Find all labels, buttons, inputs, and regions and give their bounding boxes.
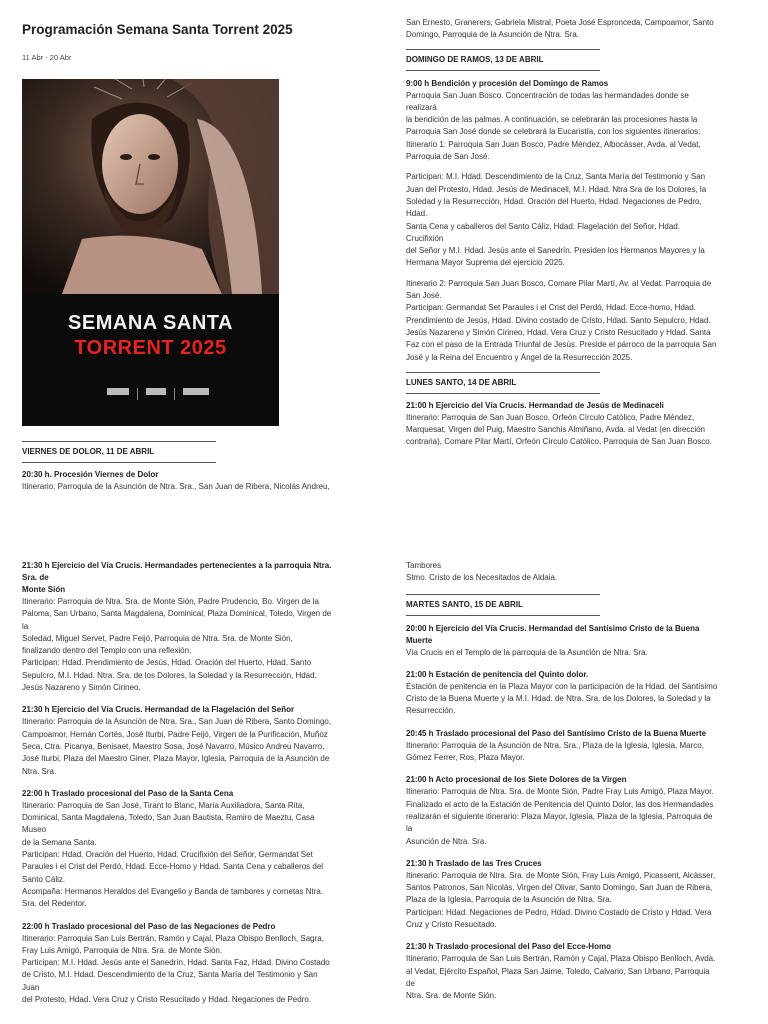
event-text: Soledad, Miguel Servet, Padre Feijó, Parroquia de Ntra. Sra. de Monte Sión, [22, 633, 293, 643]
event-text: Itinerario: Parroquia de la Asunción de Ntra. Sra., Plaza de la Iglesia, Iglesia, Marco, [406, 740, 704, 750]
event-text: Stmo. Cristo de los Necesitados de Aldaia. [406, 573, 558, 583]
event-text: Juan del Protesto, Hdad. Jesús de Medinaceli, M.I. Hdad. Ntra Sra de los Dolores, la [406, 184, 707, 194]
event-text: Sepulcro, M.I. Hdad. Ntra. Sra. de los Dolores, la Soledad y la Resurrección, Hdad. [22, 670, 317, 680]
event-text: Vía Crucis en el Templo de la parroquia de la Asunción de Ntra. Sra. [406, 647, 648, 657]
event-text: Parroquia San Juan Bosco. Concentración de todas las hermandades donde se [406, 90, 689, 100]
event-text: Domingo, Parroquia de la Asunción de Ntra. Sra. [406, 30, 579, 40]
section-divider [406, 49, 600, 50]
event-text: de la Semana Santa. [22, 837, 97, 847]
event-title: 20:45 h Traslado procesional del Paso del Santísimo Cristo de la Buena Muerte [406, 728, 707, 738]
event-text: Cruz y Cristo Resucitado. [406, 920, 497, 930]
poster-title-line-2: TORRENT 2025 [74, 337, 227, 359]
section-heading: VIERNES DE DOLOR, 11 DE ABRIL [22, 447, 155, 456]
section-divider [406, 70, 600, 71]
event-text: Finalizado el acto de la Estación de Penitencia del Quinto Dolor, las dos Hermandades [406, 799, 714, 809]
page-1-right-column [406, 0, 746, 449]
event-text: Crucifixión [406, 233, 444, 243]
event-text: Hermana Mayor Suprema del ejercicio 2025. [406, 258, 565, 268]
event-text: Santo Cáliz. [22, 874, 66, 884]
event-text: Itinerario: Parroquia de San José, Tirant lo Blanc, María Auxiliadora, Santa Rita, [22, 800, 305, 810]
event-text: Participan: M.I. Hdad. Descendimiento de la Cruz, Santa María del Testimonio y San [406, 172, 706, 182]
event-text: Dominical, Santa Magdalena, Toledo, San Juan Bautista, Ramiro de Maeztu, Casa [22, 813, 315, 823]
event-text: Prendimiento de Jesús, Hdad. Divino costado de Cristo, Hdad. Santo Sepulcro, Hdad. [406, 315, 711, 325]
sponsor-logo [146, 388, 166, 395]
section-heading: DOMINGO DE RAMOS, 13 DE ABRIL [406, 54, 544, 64]
event-text: Participan: M.I. Hdad. Jesús ante el Sanedrín, Hdad. Santa Faz, Hdad. Divino Costado [22, 958, 330, 968]
event-text: al Vedat, Ejército Español, Plaza San Jaime, Toledo, Calvario, San Urbano, Parroquia [406, 966, 710, 976]
event-text: Jesús Nazareno y Simón Cirineo. [22, 683, 141, 693]
event-text: Participan: Hdad. Prendimiento de Jesús, Hdad. Oración del Huerto, Hdad. Santo [22, 658, 312, 668]
event-text: Faz con el paso de la Entrada Triunfal de Jesús. Preside el párroco de la parroquia San [406, 340, 717, 350]
event-text: del Señor y M.I. Hdad. Jesús ante el Sanedrín. Presiden los Hermanos Mayores y la [406, 246, 705, 256]
event-text: Participan: Germandat Set Paraules i el Crist del Perdó, Hdad. Ecce-homo, Hdad. [406, 303, 696, 313]
event-text: del Protesto, Hdad. Vera Cruz y Cristo Resucitado y Hdad. Negaciones de Pedro. [22, 995, 312, 1005]
event-title: 21:30 h Traslado procesional del Paso del Ecce-Homo [406, 942, 611, 952]
event-title: 21:00 h Estación de penitencia del Quinto dolor. [406, 669, 589, 679]
event-text: Paloma, San Urbano, Santa Magdalena, Dominical, Plaza Dominical, Toledo, Virgen de [22, 609, 332, 619]
event-text: Gómez Ferrer, Ros, Plaza Mayor. [406, 753, 525, 763]
event-text: Itinerario: Parroquia de Ntra. Sra. de Monte Sión, Fray Luis Amigó, Picassent, Alcàsser, [406, 870, 716, 880]
divider [137, 388, 138, 400]
section-divider [406, 372, 600, 373]
sponsor-logo [183, 388, 209, 395]
event-title: 22:00 h Traslado procesional del Paso de las Negaciones de Pedro [22, 921, 276, 931]
event-text: Marquesat, Virgen del Puig, Maestro Sanchis Almiñano, Avda. al Vedat (en dirección [406, 425, 705, 435]
divider [174, 388, 175, 400]
page-2 [0, 552, 768, 1024]
event-text: José y la Reina del Encuentro y Ángel de la Resurrección 2025. [406, 352, 633, 362]
event-title: Muerte [406, 635, 433, 645]
event-text: Itinerario: Parroquia de Ntra. Sra. de Monte Sión, Padre Prudencio, Bo. Virgen de la [22, 597, 319, 606]
event-text: Santos Patronos, San Nicolás, Virgen del Olivar, Santo Domingo, San Juan de Ribera, [406, 883, 713, 893]
date-range: 11 Abr - 20 Abr [22, 53, 72, 62]
event-title: 21:30 h Ejercicio del Vía Crucis. Hermandades pertenecientes a la parroquia Ntra. [22, 561, 332, 570]
event-text: Museo [22, 825, 47, 835]
event-text: Seca, Ctra. Picanya, Benisaet, Maestro Sosa, José Navarro, Músico Andreu Navarro, [22, 741, 325, 751]
event-text: José Iturbi, Plaza del Maestro Giner, Plaza Mayor, Iglesia, Parroquia de la Asunción de [22, 754, 330, 764]
page-2-left-column [22, 552, 367, 1006]
section-divider [22, 462, 216, 463]
event-text: Itinerario: Parroquia de la Asunción de Ntra. Sra., San Juan de Ribera, Nicolás Andreu, [22, 482, 330, 491]
event-text: Itinerario: Parroquia de San Juan Bosco, Orfeón Círculo Católico, Padre Méndez, [406, 412, 695, 422]
page-2-right-column [406, 552, 746, 1003]
event-text: San José. [406, 291, 442, 301]
event-text: Itinerario: Parroquia de San Luis Bertrán, Ramón y Cajal, Plaza Obispo Benlloch, Avda. [406, 954, 716, 964]
page-gap [0, 524, 768, 552]
event-title: 21:00 h Acto procesional de los Siete Dolores de la Virgen [406, 775, 627, 785]
event-text: la [22, 621, 29, 631]
page-1-left-column [22, 0, 367, 493]
event-title: 21:30 h Traslado de las Tres Cruces [406, 858, 542, 868]
event-title: 20:30 h. Procesión Viernes de Dolor [22, 470, 159, 479]
event-text: realizará [406, 102, 437, 112]
event-text: Itinerario: Parroquia de Ntra. Sra. de Monte Sión, Padre Fray Luis Amigó, Plaza Mayor. [406, 787, 714, 797]
event-title: 9:00 h Bendición y procesión del Domingo de Ramos [406, 78, 609, 88]
event-text: Parroquia de San José. [406, 152, 490, 162]
section-divider [406, 594, 600, 595]
event-text: Cristo de la Buena Muerte y la M.I. Hdad. de Ntra. Sra. de los Dolores, la Soledad y la [406, 694, 711, 704]
event-title: Sra. de [22, 573, 49, 582]
spacer [406, 163, 746, 171]
event-text: Juan [22, 982, 40, 992]
poster-image [22, 79, 279, 426]
spacer [406, 270, 746, 278]
event-text: Ntra. Sra. [22, 766, 57, 776]
event-text: Asunción de Ntra. Sra. [406, 836, 487, 846]
event-title: 21:30 h Ejercicio del Vía Crucis. Hermandad de la Flagelación del Señor [22, 705, 295, 715]
event-text: Soledad y la Resurrección, Hdad. Oración del Huerto, Hdad. Negaciones de Pedro, [406, 196, 702, 206]
event-paragraph [406, 278, 746, 364]
event-text: Acompaña: Hermanos Heraldos del Evangelio y Banda de tambores y cornetas Ntra. [22, 886, 324, 896]
section-heading: MARTES SANTO, 15 DE ABRIL [406, 599, 523, 609]
event-text: Paraules i el Crist del Perdó, Hdad. Ecce-Homo y Hdad. Santa Cena y caballeros del [22, 862, 324, 872]
event-text: Jesús Nazareno y Simón Cirineo, Hdad. Vera Cruz y Cristo Resucitado y Hdad. Santa [406, 327, 711, 337]
event-text: Parroquia San José donde se celebrará la Eucaristía, con los siguientes itinerarios: [406, 127, 701, 137]
event-title: Monte Sión [22, 585, 66, 594]
christ-portrait-illustration [22, 79, 279, 294]
event-text: Plaza de la Iglesia, Parroquia de la Asunción de Ntra. Sra. [406, 895, 612, 905]
page-title: Programación Semana Santa Torrent 2025 [22, 22, 293, 37]
event-text: Ntra. Sra. de Monte Sión. [406, 991, 497, 1001]
section-divider [406, 393, 600, 394]
event-text: Hdad. [406, 209, 428, 219]
event-text: finalizando dentro del Templo con una reflexión. [22, 646, 192, 656]
event-text: la [406, 824, 413, 834]
event-text: realizarán el siguiente itinerario: Plaza Mayor, Iglesia, Plaza de la Iglesia, Parroquia de [406, 811, 713, 821]
event-text: Itinerario: Parroquia de la Asunción de Ntra. Sra., San Juan de Ribera, Santo Domingo, [22, 717, 332, 727]
poster-title-line-1: SEMANA SANTA [68, 312, 233, 334]
event-title: 22:00 h Traslado procesional del Paso de la Santa Cena [22, 788, 234, 798]
event-paragraph [406, 171, 746, 269]
event-text: Sra. del Redentor. [22, 899, 87, 909]
event-text: Campoamor, Hernán Cortés, José Iturbi, Padre Feijó, Virgen de la Purificación, Muñoz [22, 729, 328, 739]
event-title: 21:00 h Ejercicio del Vía Crucis. Hermandad de Jesús de Medinaceli [406, 400, 664, 410]
event-text: contraria), Comare Pilar Martí, Orfeón Círculo Católico, Parroquia de San Juan Bosco. [406, 437, 712, 447]
event-text: Fray Luis Amigó, Parroquia de Ntra. Sra. de Monte Sión. [22, 945, 223, 955]
section-divider [406, 615, 600, 616]
event-text: Itinerario: Parroquia San Luis Bertrán, Ramón y Cajal, Plaza Obispo Benlloch, Sagra, [22, 933, 324, 943]
event-text: Resurrección. [406, 706, 456, 716]
event-text: Tambores [406, 561, 442, 570]
event-text: Participan: Hdad. Oración del Huerto, Hdad. Crucifixión del Señor, Germandat Set [22, 850, 313, 860]
section-heading: LUNES SANTO, 14 DE ABRIL [406, 377, 517, 387]
event-text: Santa Cena y caballeros del Santo Cáliz, Hdad. Flagelación del Señor, Hdad. [406, 221, 680, 231]
event-text: de Cristo, M.I. Hdad. Descendimiento de la Cruz, Santa María del Testimonio y San [22, 970, 318, 980]
event-paragraph [406, 90, 746, 164]
sponsor-logo [107, 388, 129, 395]
event-title: 20:00 h Ejercicio del Vía Crucis. Hermandad del Santísimo Cristo de la Buena [406, 623, 700, 633]
section-divider [22, 441, 216, 442]
event-text: Itinerario 2: Parroquia San Juan Bosco, Comare Pilar Martí, Av. al Vedat. Parroquia de [406, 278, 712, 288]
event-text: San Ernesto, Granerers, Gabriela Mistral, Poeta José Espronceda, Campoamor, Santo [406, 18, 714, 27]
event-text: Estación de penitencia en la Plaza Mayor con la participación de la Hdad. del Santísimo [406, 681, 718, 691]
event-text: Participan: Hdad. Negaciones de Pedro, Hdad. Divino Costado de Cristo y Hdad. Vera [406, 907, 712, 917]
sponsor-logos [107, 388, 209, 400]
event-text: de [406, 978, 415, 988]
event-text: Itinerario 1: Parroquia San Juan Bosco, Padre Méndez, Albocàsser, Avda. al Vedat, [406, 139, 701, 149]
event-text: la bendición de las palmas. A continuación, se celebrarán las procesiones hasta la [406, 115, 698, 125]
